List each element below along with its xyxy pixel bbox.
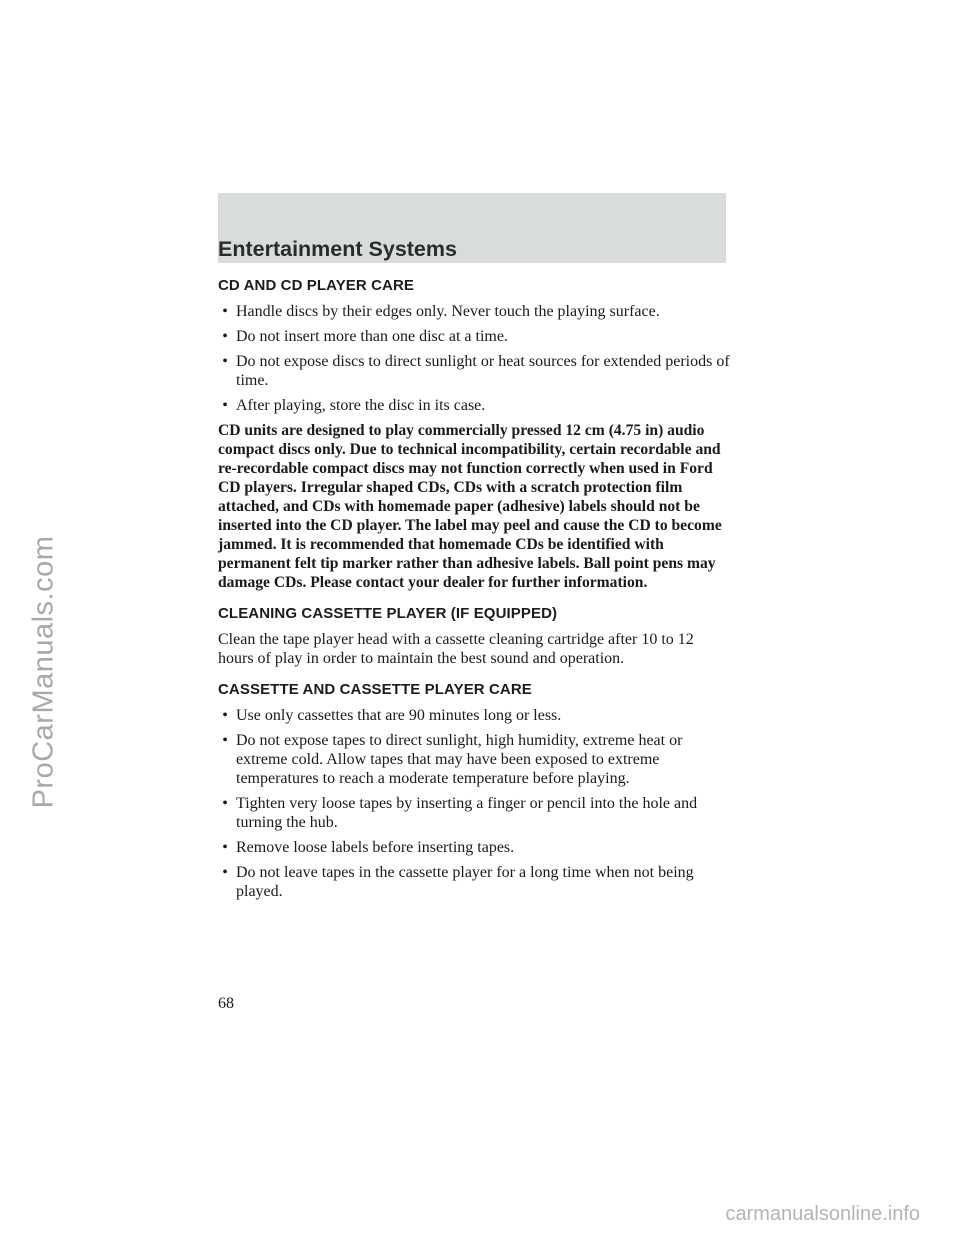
- page-number: 68: [218, 995, 234, 1012]
- list-item: • Use only cassettes that are 90 minutes long or less.: [218, 706, 730, 725]
- list-item: • Handle discs by their edges only. Never touch the playing surface.: [218, 302, 730, 321]
- list-item: • Remove loose labels before inserting tapes.: [218, 838, 730, 857]
- cd-compatibility-note: CD units are designed to play commercially pressed 12 cm (4.75 in) audio compact discs only. Due to technical incompatibility, certain recordable and re-recordable compact discs may not function correctly when used in Ford CD players. Irregular shaped CDs, CDs with a scratch protection film attached, and CDs with homemade paper (adhesive) labels should not be inserted into the CD player. The label may peel and cause the CD to become jammed. It is recommended that homemade CDs be identified with permanent felt tip marker rather than adhesive labels. Ball point pens may damage CDs. Please contact your dealer for further information.: [218, 422, 722, 591]
- list-item: • Tighten very loose tapes by inserting a finger or pencil into the hole and turning the hub.: [218, 794, 730, 832]
- bullet-icon: •: [222, 397, 228, 414]
- bullet-icon: •: [222, 707, 228, 724]
- cleaning-text: Clean the tape player head with a cassette cleaning cartridge after 10 to 12 hours of play in order to maintain the best sound and operation.: [218, 631, 694, 667]
- bullet-icon: •: [222, 795, 228, 812]
- bullet-icon: •: [222, 328, 228, 345]
- cd-care-list: [218, 302, 730, 415]
- list-item: • Do not insert more than one disc at a time.: [218, 327, 730, 346]
- list-item: • Do not leave tapes in the cassette player for a long time when not being played.: [218, 863, 730, 901]
- cassette-care-heading: CASSETTE AND CASSETTE PLAYER CARE: [218, 681, 532, 698]
- bullet-icon: •: [222, 839, 228, 856]
- bottom-watermark: carmanualsonline.info: [725, 1203, 920, 1225]
- list-item: • Do not expose discs to direct sunlight or heat sources for extended periods of time.: [218, 352, 730, 390]
- cassette-care-list: [218, 706, 730, 901]
- bullet-icon: •: [222, 864, 228, 881]
- side-watermark: ProCarManuals.com: [27, 535, 60, 809]
- page-content: [218, 276, 730, 907]
- cleaning-heading: CLEANING CASSETTE PLAYER (IF EQUIPPED): [218, 605, 558, 622]
- list-item: • Do not expose tapes to direct sunlight, high humidity, extreme heat or extreme cold. Allow tapes that may have been exposed to extreme temperatures to reach a moderate temperature before playing.: [218, 731, 730, 788]
- bullet-icon: •: [222, 303, 228, 320]
- bullet-icon: •: [222, 732, 228, 749]
- cd-care-heading: CD AND CD PLAYER CARE: [218, 277, 415, 294]
- bullet-icon: •: [222, 353, 228, 370]
- list-item: • After playing, store the disc in its case.: [218, 396, 730, 415]
- section-title: Entertainment Systems: [218, 237, 457, 261]
